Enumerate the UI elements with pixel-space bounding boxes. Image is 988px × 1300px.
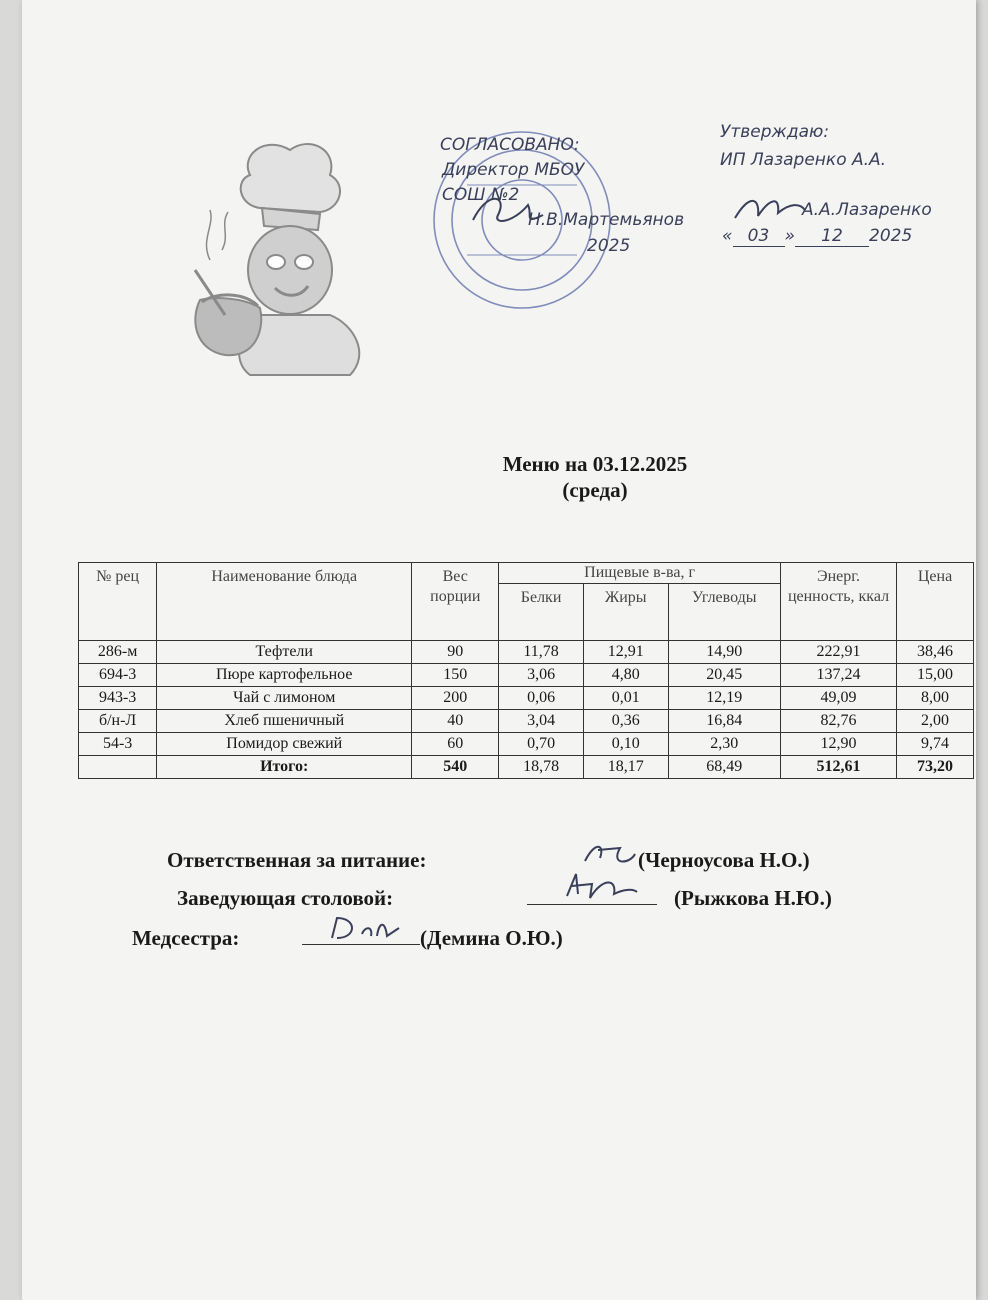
row-fat: 12,91 [583,641,668,664]
row-protein: 0,06 [499,687,584,710]
head-label: Заведующая столовой: [177,886,394,910]
total-weight: 540 [412,756,499,779]
row-protein: 11,78 [499,641,584,664]
row-weight: 60 [412,733,499,756]
approver-right-name: А.А.Лазаренко [802,200,932,220]
row-num: б/н-Л [79,710,157,733]
row-price: 38,46 [897,641,974,664]
menu-table [78,562,974,779]
table-row [79,664,974,687]
row-name: Пюре картофельное [157,664,412,687]
row-price: 2,00 [897,710,974,733]
row-energy: 82,76 [780,710,896,733]
header-name: Наименование блюда [157,563,412,641]
director-signature-icon [468,185,548,235]
header-price: Цена [897,563,974,641]
total-row [79,756,974,779]
chef-illustration [170,130,390,390]
approver-company: ИП Лазаренко А.А. [720,150,887,170]
total-num [79,756,157,779]
row-price: 8,00 [897,687,974,710]
owner-signature-icon [730,188,810,228]
row-carbs: 12,19 [668,687,780,710]
row-name: Чай с лимоном [157,687,412,710]
row-carbs: 14,90 [668,641,780,664]
row-weight: 200 [412,687,499,710]
row-name: Хлеб пшеничный [157,710,412,733]
approve-year: 2025 [869,226,913,246]
menu-weekday: (среда) [562,478,628,502]
row-fat: 0,36 [583,710,668,733]
nurse-name: (Демина О.Ю.) [420,926,563,950]
head-signature-icon [562,868,642,904]
row-num: 943-3 [79,687,157,710]
approve-date: « 03 » 12 2025 [722,226,913,246]
approver-position: Директор МБОУ [442,160,585,180]
table-row [79,641,974,664]
resp-signature-icon [580,836,640,870]
approver-year: 2025 [587,236,631,256]
header-carbs: Углеводы [668,584,780,641]
row-num: 694-3 [79,664,157,687]
row-price: 15,00 [897,664,974,687]
table-row [79,733,974,756]
total-fat: 18,17 [583,756,668,779]
total-protein: 18,78 [499,756,584,779]
approve-heading: Утверждаю: [720,122,830,142]
nurse-signature-icon [327,912,407,946]
header-num: № рец [79,563,157,641]
approver-school: СОШ №2 [442,185,520,205]
total-carbs: 68,49 [668,756,780,779]
approve-day: 03 [733,226,785,247]
resp-label: Ответственная за питание: [167,848,427,872]
menu-title: Меню на 03.12.2025 [502,452,688,476]
document-page [22,0,976,1300]
total-label: Итого: [157,756,412,779]
row-energy: 12,90 [780,733,896,756]
approver-name: Н.В.Мартемьянов [528,210,685,230]
table-row [79,710,974,733]
row-protein: 0,70 [499,733,584,756]
row-carbs: 2,30 [668,733,780,756]
row-name: Тефтели [157,641,412,664]
header-nutrients: Пищевые в-ва, г [499,563,781,584]
resp-name: (Черноусова Н.О.) [638,848,810,872]
approve-month: 12 [795,226,869,247]
nurse-label: Медсестра: [132,926,240,950]
row-fat: 4,80 [583,664,668,687]
row-weight: 150 [412,664,499,687]
header-weight: Вес порции [412,563,499,641]
header-energy: Энерг. ценность, ккал [780,563,896,641]
approved-heading: СОГЛАСОВАНО: [440,135,580,155]
row-weight: 40 [412,710,499,733]
row-price: 9,74 [897,733,974,756]
row-protein: 3,04 [499,710,584,733]
header-protein: Белки [499,584,584,641]
row-energy: 49,09 [780,687,896,710]
head-name: (Рыжкова Н.Ю.) [674,886,832,910]
total-price: 73,20 [897,756,974,779]
row-name: Помидор свежий [157,733,412,756]
row-protein: 3,06 [499,664,584,687]
row-fat: 0,01 [583,687,668,710]
row-carbs: 16,84 [668,710,780,733]
table-row [79,687,974,710]
row-energy: 137,24 [780,664,896,687]
row-carbs: 20,45 [668,664,780,687]
row-num: 54-3 [79,733,157,756]
row-fat: 0,10 [583,733,668,756]
row-weight: 90 [412,641,499,664]
total-energy: 512,61 [780,756,896,779]
row-energy: 222,91 [780,641,896,664]
row-num: 286-м [79,641,157,664]
header-fat: Жиры [583,584,668,641]
